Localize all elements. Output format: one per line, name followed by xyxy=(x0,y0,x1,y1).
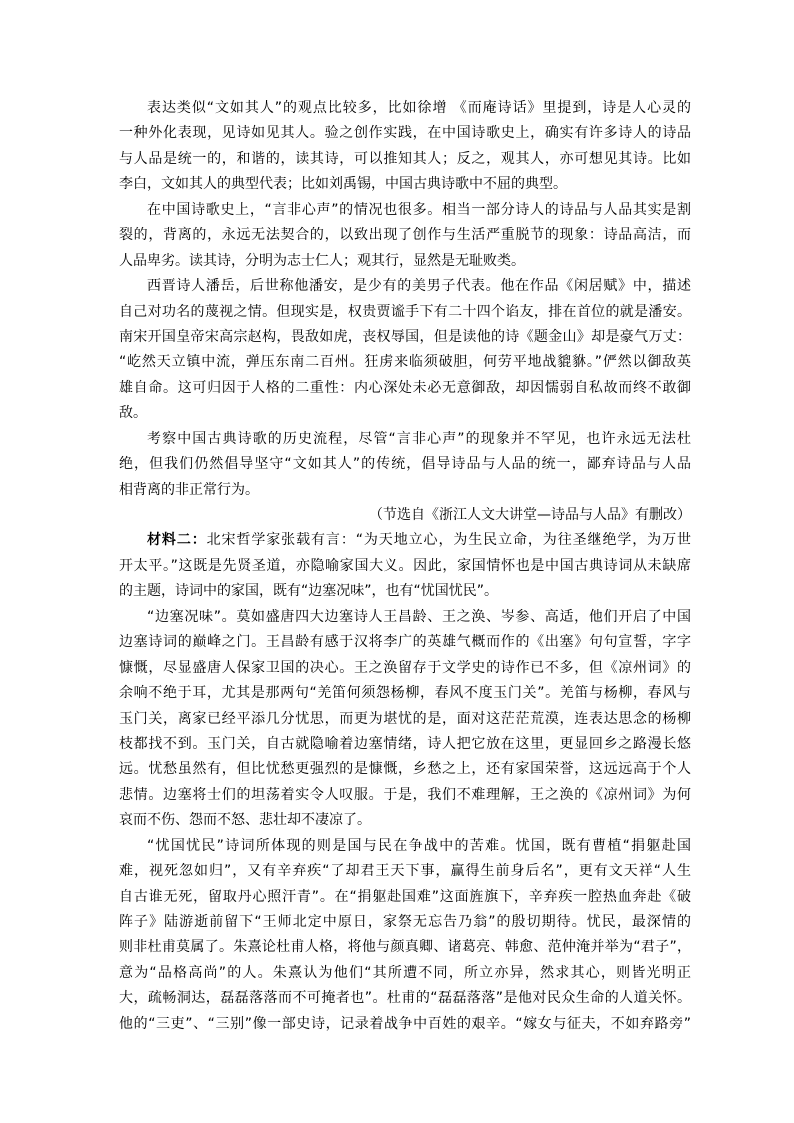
line-text: 敌。 xyxy=(119,405,147,422)
line-text: “边塞况味”。莫如盛唐四大边塞诗人王昌龄、王之涣、岑参、高适，他们开启了中国 xyxy=(147,608,691,625)
line-text: 玉门关，离家已经平添几分忧思，而更为堪忧的是，面对这茫茫荒漠，连表达思念的杨柳 xyxy=(119,710,691,727)
line-text: 北宋哲学家张载有言：“为天地立心，为生民立命，为往圣继绝学，为万世 xyxy=(206,532,691,549)
line-text: 表达类似“文如其人”的观点比较多，比如徐增 《而庵诗话》里提到，诗是人心灵的 xyxy=(147,100,691,116)
line-text: （节选自《浙江人文大讲堂—诗品与人品》有删改） xyxy=(369,507,691,523)
line-text: 慷慨，尽显盛唐人保家卫国的决心。王之涣留存于文学史的诗作已不多，但《凉州词》的 xyxy=(119,659,691,676)
line-text: “忧国忧民”诗词所体现的则是国与民在争战中的苦难。忧国，既有曹植“捐躯赴国 xyxy=(147,837,691,854)
text-line xyxy=(119,223,691,248)
text-line xyxy=(119,147,691,172)
text-line xyxy=(119,910,691,935)
text-line xyxy=(119,528,691,553)
line-text: 则非杜甫莫属了。朱熹论杜甫人格，将他与颜真卿、诸葛亮、韩愈、范仲淹并举为“君子”， xyxy=(119,939,691,956)
text-line xyxy=(119,249,691,274)
document-body xyxy=(119,96,691,1037)
text-line xyxy=(119,783,691,808)
line-text: “屹然天立镇中流，弹压东南二百州。狂虏来临须破胆，何劳平地战貔貅。”俨然以御敌英 xyxy=(119,354,691,371)
text-line xyxy=(119,859,691,884)
text-line xyxy=(119,732,691,757)
line-text: 一种外化表现，见诗如见其人。验之创作实践，在中国诗歌史上，确实有许多诗人的诗品 xyxy=(119,125,691,142)
text-line xyxy=(119,350,691,375)
text-line xyxy=(119,96,691,121)
text-line xyxy=(119,376,691,401)
text-line xyxy=(119,656,691,681)
text-line xyxy=(119,401,691,426)
text-line xyxy=(119,885,691,910)
text-line xyxy=(119,757,691,782)
line-text: 李白，文如其人的典型代表；比如刘禹锡，中国古典诗歌中不屈的典型。 xyxy=(119,176,567,193)
text-line xyxy=(119,325,691,350)
text-line xyxy=(119,707,691,732)
line-text: 哀而不伤、怨而不怒、悲壮却不凄凉了。 xyxy=(119,812,371,829)
text-line xyxy=(119,961,691,986)
text-line xyxy=(119,1012,691,1037)
line-text: 余响不绝于耳，尤其是那两句“羌笛何须怨杨柳，春风不度玉门关”。羌笛与杨柳，春风与 xyxy=(119,685,691,702)
line-text: 难，视死忽如归”，又有辛弃疾“了却君王天下事，赢得生前身后名”，更有文天祥“人生 xyxy=(119,863,691,880)
line-text: 西晋诗人潘岳，后世称他潘安，是少有的美男子代表。他在作品《闲居赋》中，描述 xyxy=(147,278,691,295)
line-text: 自己对功名的蔑视之情。但现实是，权贵贾谧手下有二十四个谄友，排在首位的就是潘安。 xyxy=(119,303,691,320)
text-line xyxy=(119,121,691,146)
text-line xyxy=(119,630,691,655)
text-line xyxy=(119,554,691,579)
line-text: 考察中国古典诗歌的历史流程，尽管“言非心声”的现象并不罕见，也许永远无法杜 xyxy=(147,430,691,447)
line-text: 雄自命。这可归因于人格的二重性：内心深处未必无意御敌，却因懦弱自私故而终不敢御 xyxy=(119,379,691,396)
material-label: 材料二： xyxy=(147,532,207,549)
line-text: 悲情。边塞将士们的坦荡着实令人叹服。于是，我们不难理解，王之涣的《凉州词》为何 xyxy=(119,786,691,803)
text-line xyxy=(119,427,691,452)
text-line xyxy=(119,986,691,1011)
line-text: 裂的，背离的，永远无法契合的，以致出现了创作与生活严重脱节的现象：诗品高洁，而 xyxy=(119,227,691,244)
line-text: 在中国诗歌史上，“言非心声”的情况也很多。相当一部分诗人的诗品与人品其实是割 xyxy=(147,201,691,218)
line-text: 绝，但我们仍然倡导坚守“文如其人”的传统，倡导诗品与人品的统一，鄙弃诗品与人品 xyxy=(119,456,691,473)
text-line xyxy=(119,452,691,477)
text-line xyxy=(119,681,691,706)
text-line xyxy=(119,579,691,604)
line-text: 开太平。”这既是先贤圣道，亦隐喻家国大义。因此，家国情怀也是中国古典诗词从未缺席 xyxy=(119,557,691,574)
line-text: 人品卑劣。读其诗，分明为志士仁人；观其行，显然是无耻败类。 xyxy=(119,252,525,269)
line-text: 枝都找不到。玉门关，自古就隐喻着边塞情绪，诗人把它放在这里，更显回乡之路漫长悠 xyxy=(119,735,691,752)
text-line xyxy=(119,935,691,960)
text-line xyxy=(119,274,691,299)
line-text: 与人品是统一的，和谐的，读其诗，可以推知其人；反之，观其人，亦可想见其诗。比如 xyxy=(119,150,691,167)
text-line xyxy=(119,172,691,197)
text-line xyxy=(119,198,691,223)
text-line xyxy=(119,503,691,528)
line-text: 远。忧愁虽然有，但比忧愁更强烈的是慷慨，乡愁之上，还有家国荣誉，这远远高于个人 xyxy=(119,761,691,778)
line-text: 南宋开国皇帝宋高宗赵构，畏敌如虎，丧权辱国，但是读他的诗《题金山》却是豪气万丈： xyxy=(119,328,691,345)
text-line xyxy=(119,300,691,325)
line-text: 意为“品格高尚”的人。朱熹认为他们“其所遭不同，所立亦异，然求其心，则皆光明正 xyxy=(119,964,691,981)
text-line xyxy=(119,478,691,503)
line-text: 他的“三吏”、“三别”像一部史诗，记录着战争中百姓的艰辛。“嫁女与征夫，不如弃路旁” xyxy=(119,1015,691,1032)
text-line xyxy=(119,834,691,859)
line-text: 大，疏畅洞达，磊磊落落而不可掩者也”。杜甫的“磊磊落落”是他对民众生命的人道关怀。 xyxy=(119,990,691,1007)
text-line xyxy=(119,605,691,630)
line-text: 阵子》陆游逝前留下“王师北定中原日，家祭无忘告乃翁”的殷切期待。忧民，最深情的 xyxy=(119,914,691,930)
line-text: 相背离的非正常行为。 xyxy=(119,481,259,498)
line-text: 自古谁无死，留取丹心照汗青”。在“捐躯赴国难”这面旌旗下，辛弃疾一腔热血奔赴《破 xyxy=(119,888,691,905)
text-line xyxy=(119,808,691,833)
line-text: 的主题，诗词中的家国，既有“边塞况味”，也有“忧国忧民”。 xyxy=(119,583,499,600)
line-text: 边塞诗词的巅峰之门。王昌龄有感于汉将李广的英雄气概而作的《出塞》句句宣誓，字字 xyxy=(119,634,691,651)
